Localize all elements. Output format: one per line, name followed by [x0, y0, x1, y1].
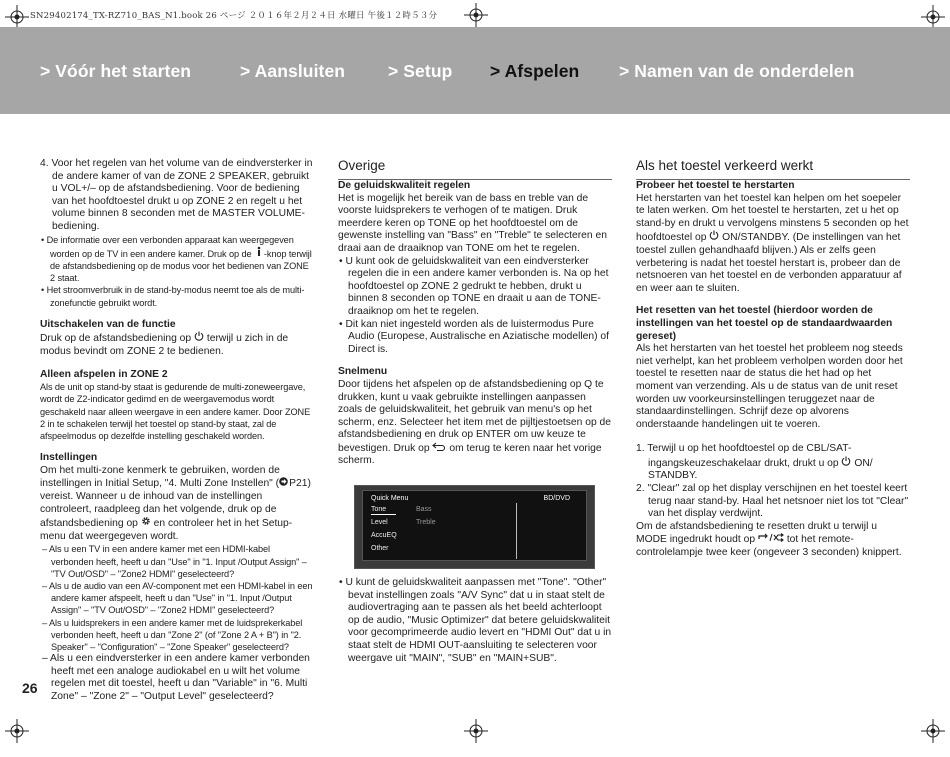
quick-menu-title: Quick Menu: [371, 495, 409, 503]
gear-icon: [141, 516, 151, 531]
power-icon: [841, 456, 851, 471]
paragraph: U kunt ook de geluidskwaliteit van een eindversterker regelen die in een andere kamer verbonden is. Na op het hoofdtoestel op ZONE 2 gedrukt te hebben, drukt u binnen 8 seconden op TONE en draait u aan de TONE-draaiknop om het te regelen.: [345, 255, 609, 317]
registration-mark-icon: [921, 719, 945, 743]
quick-menu-item-other[interactable]: Other: [371, 545, 389, 553]
list-item: – Als u de audio van een AV-component met een HDMI-kabel in een andere kamer afspeelt, heeft u dan "Use" in "1. Input /Output Assign" – "TV Out/OSD" – "Zone2 HDMI" geselecteerd?: [42, 580, 313, 616]
nav-link-setup[interactable]: > Setup: [388, 61, 453, 81]
paragraph: Als het herstarten van het toestel het probleem nog steeds niet verhelpt, kan het probleem verholpen worden door het toestel te resetten naar de status die het had op het moment van verzending. Als u de status van de unit reset worden uw voorkeursinstellingen teruggezet naar de standaardinstellingen. Schrijf deze op alvorens onderstaande handelingen uit te voeren.: [636, 343, 903, 430]
registration-mark-icon: [464, 3, 488, 27]
paragraph: Druk op de afstandsbediening op terwijl u zich in de modus bevindt om ZONE 2 te bedienen.: [40, 333, 289, 357]
paragraph: -knop terwijl de afstandsbediening op de modus voor het bedienen van ZONE 2 staat.: [50, 248, 312, 284]
quick-menu-screenshot: [354, 485, 595, 569]
heading: Snelmenu: [338, 366, 388, 378]
column-left: [40, 158, 314, 704]
registration-mark-icon: [5, 719, 29, 743]
quick-menu-item-accueq[interactable]: AccuEQ: [371, 532, 397, 540]
paragraph: Dit kan niet ingesteld worden als de luistermodus Pure Audio (Europese, Australische en Aziatische modellen) of Direct is.: [345, 318, 610, 355]
quick-menu-item-tone[interactable]: Tone: [371, 505, 396, 515]
paragraph: Voor het regelen van het volume van de eindversterker in de andere kamer of van de ZONE 2 SPEAKER, gebruikt u VOL+/– op de afstandsbediening. Voor de bediening van het hoofdtoestel drukt u op ZONE 2 en regelt u het volume binnen 8 seconden met de MASTER VOLUME-bediening.: [51, 158, 313, 232]
nav-link-namen-van-de-onderdelen[interactable]: > Namen van de onderdelen: [619, 61, 855, 81]
quick-menu-divider: [516, 503, 517, 559]
registration-mark-icon: [464, 719, 488, 743]
paragraph: "Clear" zal op het display verschijnen en het toestel keert terug naar stand-by. Haal het netsnoer niet los tot "Clear" van het display verdwijnt.: [647, 483, 909, 520]
quick-menu-sub-treble[interactable]: Treble: [416, 519, 436, 527]
paragraph: Als u de audio van een AV-component met een HDMI-kabel in een andere kamer afspeelt, heeft u dan "Use" in "1. Input /Output Assign" – "TV Out/OSD" – "Zone2 HDMI" geselecteerd?: [48, 580, 313, 616]
info-button-icon: [254, 246, 264, 260]
column-middle: [338, 158, 612, 665]
return-icon: [432, 442, 446, 456]
page-number: 26: [22, 680, 38, 696]
registration-mark-icon: [5, 5, 29, 29]
heading: De geluidskwaliteit regelen: [338, 180, 471, 191]
paragraph: Als de unit op stand-by staat is gedurende de multi-zoneweergave, wordt de Z2-indicator gedimd en de weergavemodus wordt geschakeld naar alleen weergave in een andere kamer. Door ZONE 2 in te schakelen terwijl het toestel op stand-by staat, zal de afspeelmodus op dezelfde instelling geschakeld worden.: [40, 382, 311, 441]
power-icon: [709, 230, 719, 245]
book-file-header: SN29402174_TX-RZ710_BAS_N1.book 26 ページ ２０１６年２月２４日 水曜日 午後１２時５３分: [30, 11, 438, 21]
paragraph: Het stroomverbruik in de stand-by-modus neemt toe als de multi-zonefunctie gebruikt wordt.: [46, 285, 305, 308]
nav-link-voor-het-starten[interactable]: > Vóór het starten: [40, 61, 192, 81]
paragraph: De informatie over een verbonden apparaat kan weergegeven worden op de TV in een andere kamer. Druk op de: [46, 234, 294, 259]
list-item: • Het stroomverbruik in de stand-by-modus neemt toe als de multi-zonefunctie gebruikt wordt.: [41, 285, 305, 308]
paragraph: Als u luidsprekers in een andere kamer met de luidsprekerkabel verbonden heeft, heeft u dan "Zone 2" (of "Zone 2 A + B") in "2. Speaker" – "Configuration" – "Zone Speaker" geselecteerd?: [48, 617, 303, 652]
section-title: Overige: [338, 158, 612, 180]
paragraph: U kunt de geluidskwaliteit aanpassen met "Tone". "Other" bevat instellingen zoals "A/V Sync" dat u in staat stelt de audiovertraging aan te passen als het beeld achterloopt op de audio, "Music Optimizer" dat betere geluidskwaliteit voor gecomprimeerde audio levert en "HDMI Out" dat u in staat stelt de HDMI OUT-aansluiting te selecteren voor weergave uit "MAIN", "SUB" en "MAIN+SUB".: [345, 577, 612, 664]
paragraph: Het is mogelijk het bereik van de bass en treble van de voorste luidsprekers te verhogen of te matigen. Druk meerdere keren op TONE op het hoofdtoestel om de gewenste instelling van "Bass" en "Treble" te selecteren en draai aan de draaiknop van TONE om het te regelen.: [338, 192, 607, 254]
paragraph: Om de afstandsbediening te resetten drukt u terwijl u MODE ingedrukt houdt op tot het remote-controlelampje twee keer (ongeveer 3 seconden) knippert.: [636, 520, 902, 559]
nav-link-aansluiten[interactable]: > Aansluiten: [240, 61, 346, 81]
paragraph: Terwijl u op het hoofdtoestel op de CBL/SAT-ingangskeuzeschakelaar drukt, drukt u op: [647, 443, 852, 469]
nav-link-afspelen[interactable]: > Afspelen: [490, 61, 580, 81]
quick-menu-source: BD/DVD: [543, 495, 570, 503]
list-item: [636, 443, 910, 483]
list-item: [40, 158, 314, 234]
list-item: • U kunt ook de geluidskwaliteit van een eindversterker regelen die in een andere kamer verbonden is. Na op het hoofdtoestel op ZONE 2 gedrukt te hebben, drukt u binnen 8 seconden op TONE en draait u aan de TONE-draaiknop om het te regelen.: [339, 255, 609, 317]
column-right: [636, 158, 910, 560]
section-nav: [0, 61, 950, 85]
list-item: • Dit kan niet ingesteld worden als de luistermodus Pure Audio (Europese, Australische en Aziatische modellen) of Direct is.: [339, 318, 610, 355]
list-item: – Als u een TV in een andere kamer met een HDMI-kabel verbonden heeft, heeft u dan "Use" in "1. Input /Output Assign" – "TV Out/OSD" – "Zone2 HDMI" geselecteerd?: [42, 544, 307, 579]
paragraph: ON/ STANDBY.: [648, 457, 873, 482]
paragraph: Door tijdens het afspelen op de afstandsbediening op Q te drukken, kunt u vaak gebruikte instellingen aanpassen zoals de geluidskwaliteit, het gebruik van menu's op het scherm, enz. Selecteer het item met de pijltjestoetsen op de afstandsbediening en druk op ENTER om uw keuze te bevestigen. Druk op om terug te keren naar het vorige scherm.: [338, 378, 612, 467]
paragraph: Het herstarten van het toestel kan helpen om het soepeler te laten werken. Om het toestel te herstarten, zet u het op stand-by en drukt u vervolgens minstens 5 seconden op het hoofdtoestel op ON/STANDBY. (De instellingen van het toestel zullen gehandhaafd blijven.) Als er zelfs geen verbetering is nadat het toestel herstart is, probeer dan de netsnoeren van het toestel en de verbonden apparatuur af en weer aan te sluiten.: [636, 192, 909, 294]
list-item: • De informatie over een verbonden apparaat kan weergegeven worden op de TV in een andere kamer. Druk op de -knop terwijl de afstandsbediening op de modus voor het bedienen van ZONE 2 staat.: [41, 234, 312, 284]
paragraph: Als u een eindversterker in een andere kamer verbonden heeft met een analoge audiokabel en u wilt het volume regelen met dit toestel, heeft u dan "Variable" in "6. Multi Zone" – "Zone 2" – "Output Level" geselecteerd?: [50, 653, 310, 702]
heading: Alleen afspelen in ZONE 2: [40, 368, 168, 380]
section-title: Als het toestel verkeerd werkt: [636, 158, 910, 180]
heading: Probeer het toestel te herstarten: [636, 180, 795, 191]
repeat-shuffle-icon: [758, 533, 784, 547]
registration-mark-icon: [921, 5, 945, 29]
heading: Instellingen: [40, 452, 98, 464]
heading: Uitschakelen van de functie: [40, 318, 176, 330]
paragraph: Als u een TV in een andere kamer met een HDMI-kabel verbonden heeft, heeft u dan "Use" in "1. Input /Output Assign" – "TV Out/OSD" – "Zone2 HDMI" geselecteerd?: [48, 544, 307, 579]
heading: Het resetten van het toestel (hierdoor worden de instellingen van het toestel op de standaardwaarden gereset): [636, 305, 893, 342]
power-icon: [194, 331, 204, 346]
item-number: 1.: [636, 443, 645, 455]
arrow-reference-icon: [279, 477, 289, 491]
quick-menu-panel: [362, 490, 587, 561]
list-item: • U kunt de geluidskwaliteit aanpassen met "Tone". "Other" bevat instellingen zoals "A/V Sync" dat u in staat stelt de audiovertraging aan te passen als het beeld achterloopt op de audio, "Music Optimizer" dat betere geluidskwaliteit voor gecomprimeerde audio levert en "HDMI Out" dat u in staat stelt de HDMI OUT-aansluiting te selecteren voor weergave uit "MAIN", "SUB" en "MAIN+SUB".: [339, 577, 612, 664]
quick-menu-item-level[interactable]: Level: [371, 519, 388, 527]
item-number: 2.: [636, 483, 645, 495]
item-number: 4.: [40, 158, 49, 169]
list-item: – Als u een eindversterker in een andere kamer verbonden heeft met een analoge audiokabel en u wilt het volume regelen met dit toestel, heeft u dan "Variable" in "6. Multi Zone" – "Zone 2" – "Output Level" geselecteerd?: [42, 653, 310, 702]
paragraph: Om het multi-zone kenmerk te gebruiken, worden de instellingen in Initial Setup, "4. Multi Zone Instellen" ( P21) vereist. Wanneer u de inhoud van de instellingen controleert, raadpleeg dan het volgende, druk op de afstandsbediening op en controleer het in het Setup-menu dat weergegeven wordt.: [40, 464, 311, 542]
list-item: [636, 483, 910, 521]
quick-menu-sub-bass[interactable]: Bass: [416, 506, 432, 514]
list-item: – Als u luidsprekers in een andere kamer met de luidsprekerkabel verbonden heeft, heeft u dan "Zone 2" (of "Zone 2 A + B") in "2. Speaker" – "Configuration" – "Zone Speaker" geselecteerd?: [42, 617, 303, 652]
